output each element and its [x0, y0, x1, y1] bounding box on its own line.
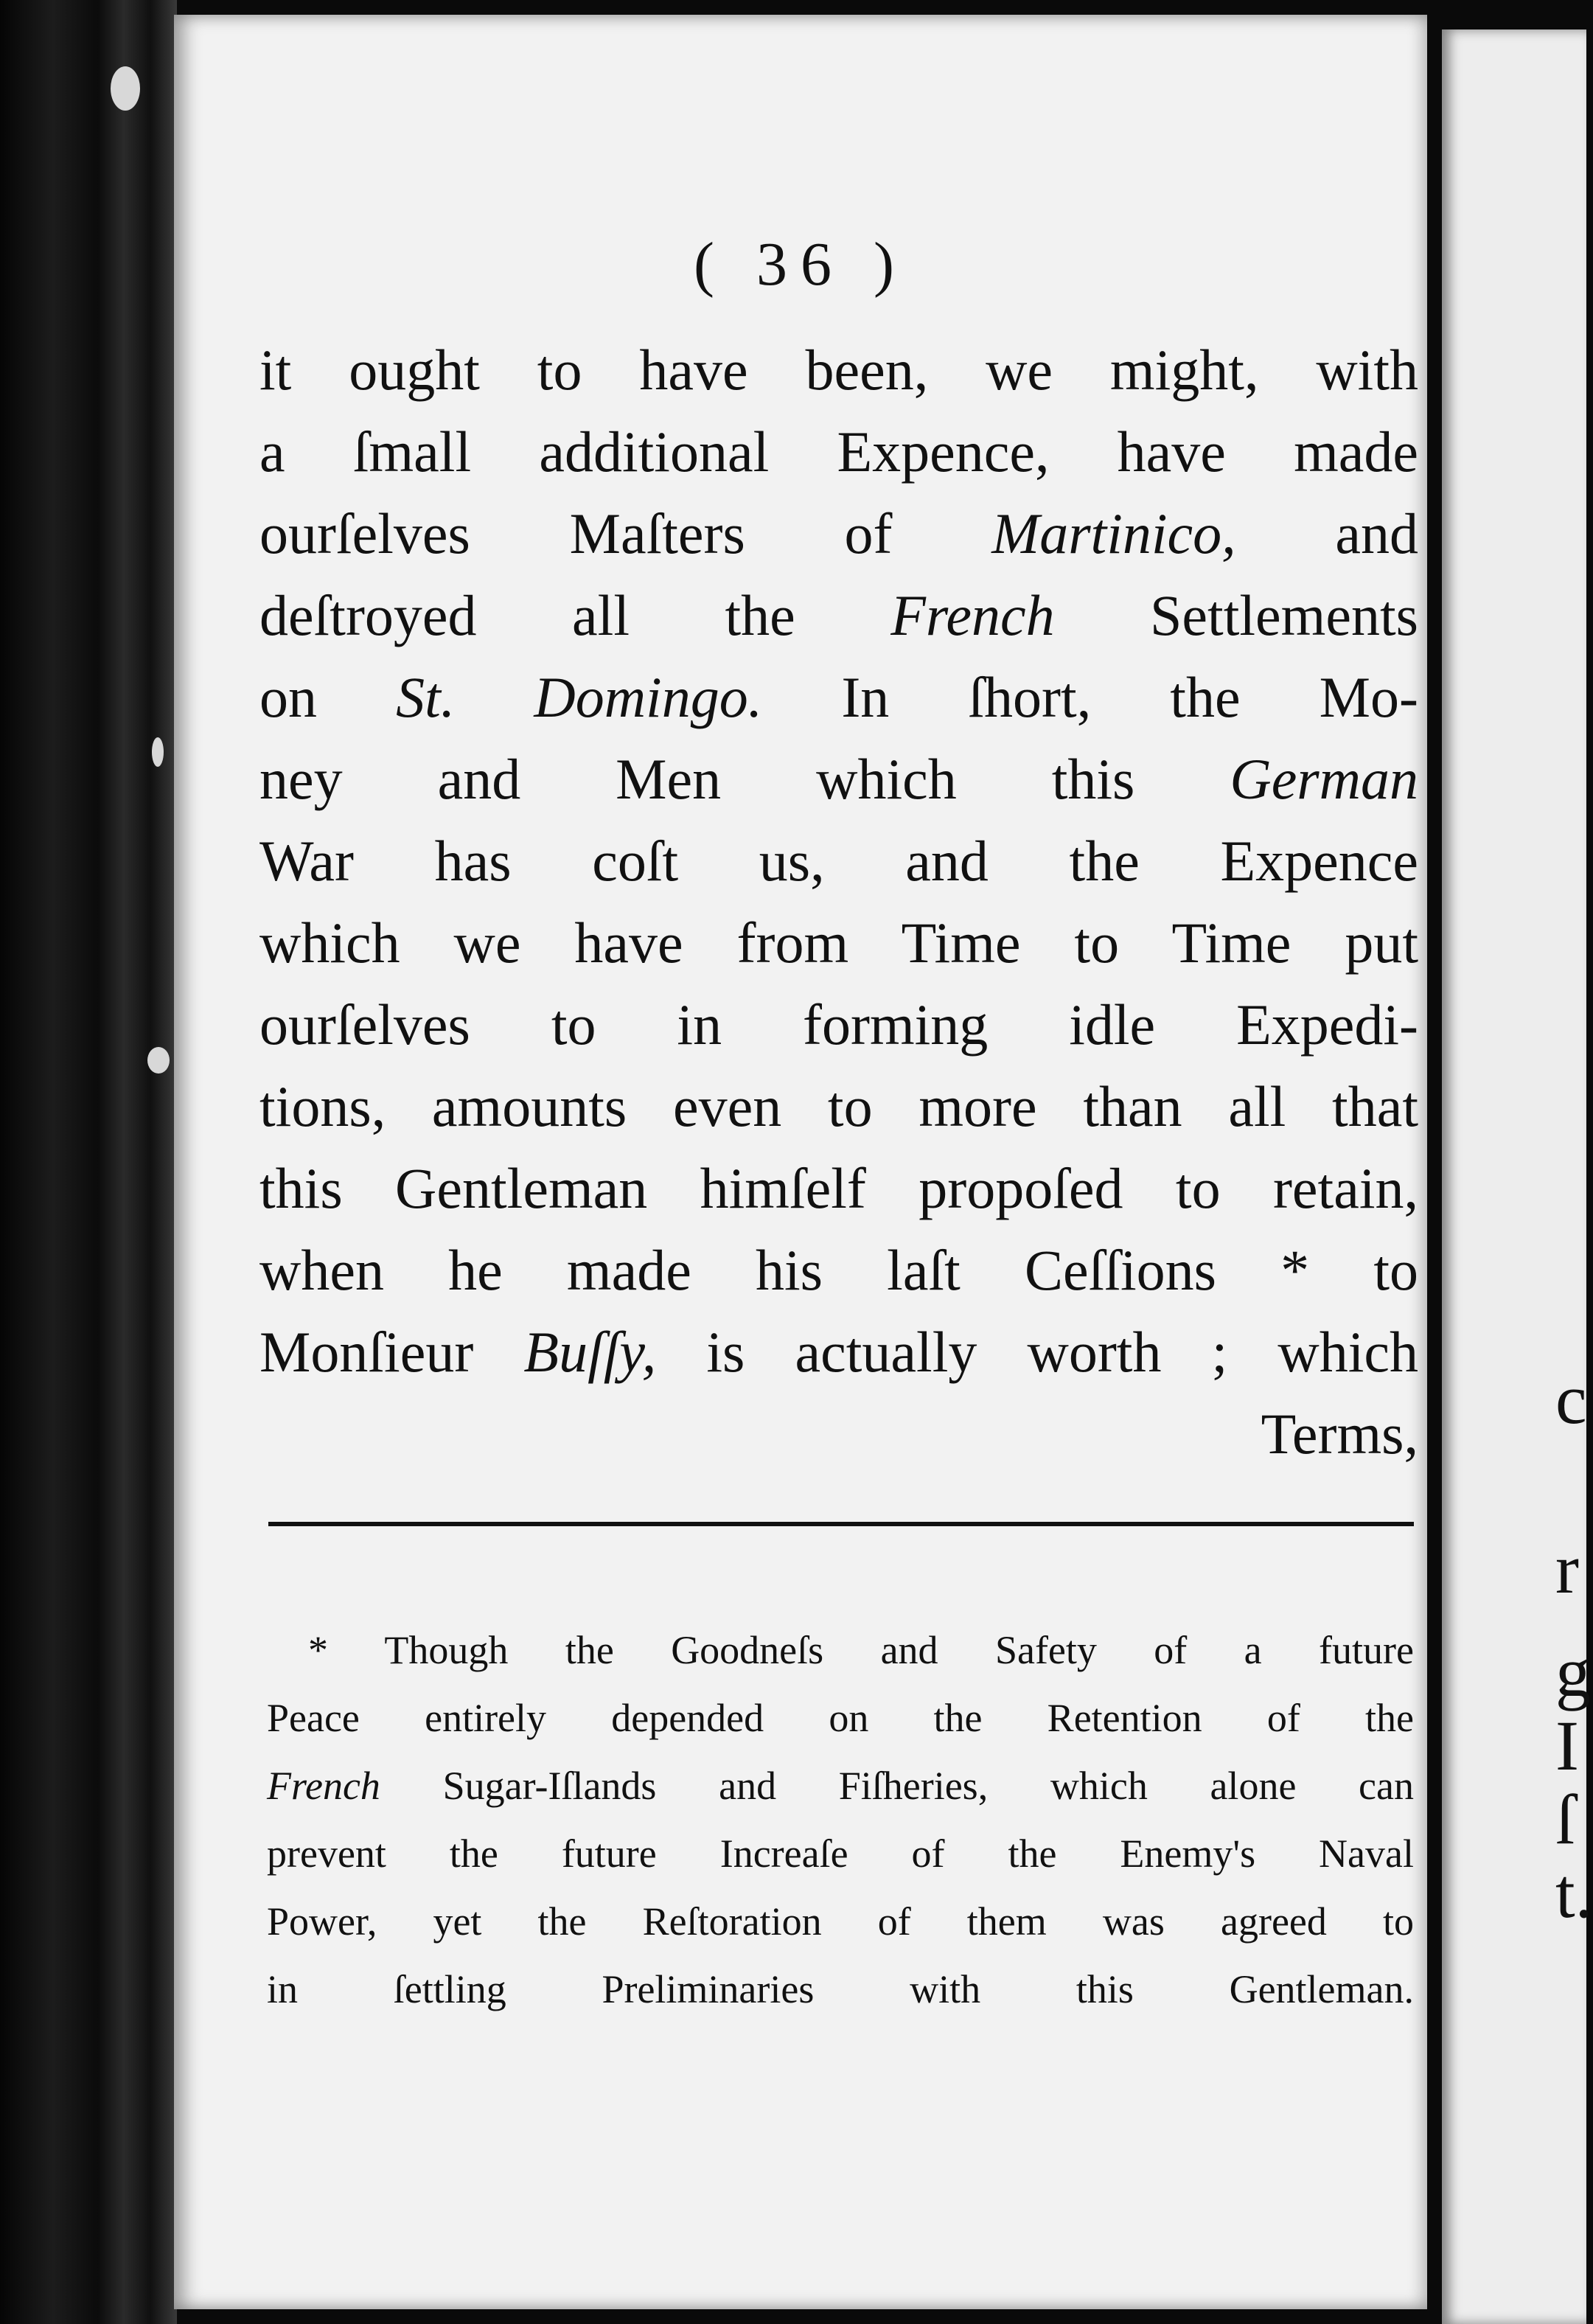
body-line	[259, 820, 1418, 902]
italic-text: German	[1230, 747, 1418, 811]
facing-page-letter: g	[1555, 1632, 1591, 1711]
body-line	[259, 1229, 1418, 1311]
text-run: is actually worth ; which	[656, 1320, 1418, 1384]
body-line	[259, 1147, 1418, 1229]
facing-page-letter: r	[1555, 1529, 1579, 1608]
body-line	[259, 574, 1418, 656]
italic-text: St. Domingo.	[396, 665, 763, 729]
paper-speck	[111, 66, 140, 111]
body-line	[259, 493, 1418, 574]
facing-page-edge	[1442, 29, 1593, 2324]
footnote-line: Peace entirely depended on the Retention of the	[267, 1696, 1414, 1740]
text-run: it ought to have been, we might, with	[259, 338, 1418, 402]
text-run: when he made his laſt Ceſſions * to	[259, 1238, 1418, 1302]
facing-page-letter: I	[1555, 1706, 1579, 1785]
text-run: which we have from Time to Time put	[259, 911, 1418, 975]
text-run: ourſelves Maſters of	[259, 501, 992, 566]
page-number: ( 36 )	[694, 230, 907, 299]
body-line	[259, 738, 1418, 820]
footnote	[267, 1616, 1414, 2023]
text-run: ney and Men which this	[259, 747, 1230, 811]
body-text	[259, 329, 1418, 1475]
body-line	[259, 902, 1418, 984]
footnote-line: prevent the future Increaſe of the Enemy's Naval	[267, 1831, 1414, 1876]
text-run: tions, amounts even to more than all that	[259, 1074, 1418, 1138]
facing-page-letter: ſ	[1555, 1780, 1575, 1859]
text-run: on	[259, 665, 397, 729]
paper-speck	[152, 737, 164, 767]
text-run: a ſmall additional Expence, have made	[259, 420, 1418, 484]
italic-text: Martinico,	[991, 501, 1236, 566]
text-run: War has coſt us, and the Expence	[259, 829, 1418, 893]
text-run: Sugar-Iſlands and Fiſheries, which alone can	[380, 1764, 1414, 1808]
book-page	[174, 15, 1427, 2309]
italic-text: French	[267, 1764, 380, 1808]
facing-page-letter: t.	[1555, 1854, 1593, 1932]
italic-text: Buſſy,	[523, 1320, 657, 1384]
body-line	[259, 1065, 1418, 1147]
text-run: Monſieur	[259, 1320, 524, 1384]
text-run: In ſhort, the Mo-	[762, 665, 1419, 729]
body-line	[259, 1311, 1418, 1393]
text-run: ourſelves to in forming idle Expedi-	[259, 992, 1418, 1057]
text-run: Settlements	[1054, 583, 1418, 647]
footnote-line: * Though the Goodneſs and Safety of a future	[308, 1628, 1414, 1672]
body-line	[259, 329, 1418, 411]
facing-page-letter: c	[1555, 1360, 1587, 1438]
text-run: and	[1235, 501, 1418, 566]
catchword: Terms,	[1261, 1402, 1418, 1466]
body-line	[259, 411, 1418, 493]
footnote-line	[267, 1752, 1414, 1820]
footnote-line: Power, yet the Reſtoration of them was agreed to	[267, 1899, 1414, 1944]
paper-speck	[147, 1047, 170, 1074]
text-run: this Gentleman himſelf propoſed to retain,	[259, 1156, 1418, 1220]
text-run: deſtroyed all the	[259, 583, 891, 647]
body-line	[259, 656, 1418, 738]
footnote-rule	[268, 1522, 1414, 1526]
book-binding-gutter	[0, 0, 177, 2324]
body-line	[259, 984, 1418, 1065]
footnote-line: in ſettling Preliminaries with this Gentleman.	[267, 1967, 1414, 2011]
italic-text: French	[890, 583, 1055, 647]
